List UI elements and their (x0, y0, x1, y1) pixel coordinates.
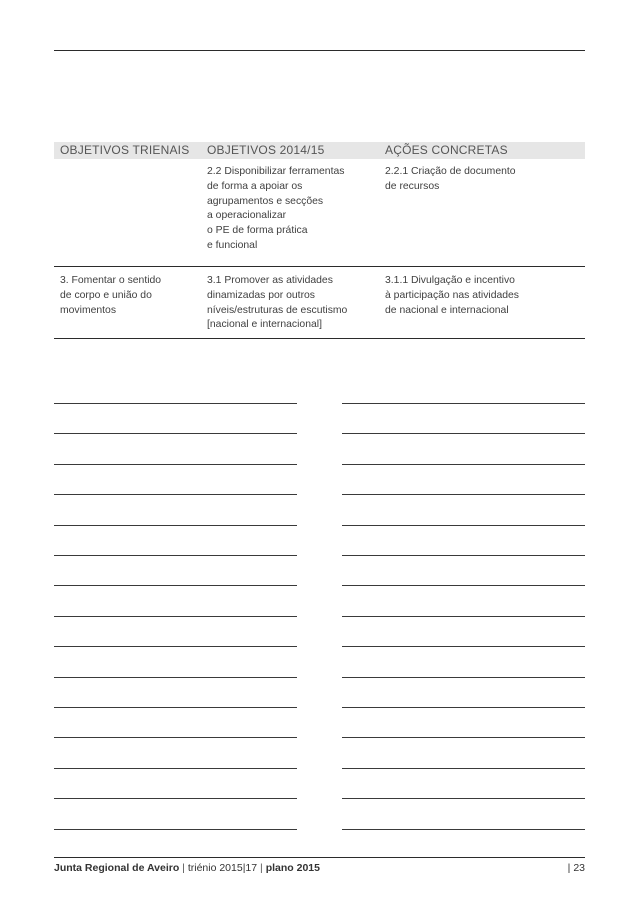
cell-line: de nacional e internacional (385, 304, 509, 316)
note-line (342, 768, 585, 769)
row2-objetivo-trienal (54, 274, 203, 338)
footer-rule (54, 857, 585, 858)
note-line (342, 403, 585, 404)
row2-acao-concreta (380, 274, 585, 338)
header-objetivos-2014-15: OBJETIVOS 2014/15 (207, 143, 325, 157)
objectives-table (54, 142, 585, 339)
cell-line: níveis/estruturas de escutismo (207, 304, 348, 316)
cell-line: à participação nas atividades (385, 289, 520, 301)
footer-period: triénio 2015|17 (187, 862, 258, 874)
cell-line: o PE de forma prática (207, 225, 308, 237)
table-row (54, 159, 585, 267)
table-header (54, 142, 585, 159)
note-line (342, 798, 585, 799)
footer-page-number: | 23 (567, 862, 585, 874)
note-line (342, 737, 585, 738)
note-line (54, 494, 297, 495)
note-line (54, 403, 297, 404)
note-line (342, 677, 585, 678)
note-line (54, 798, 297, 799)
cell-line: agrupamentos e secções (207, 195, 324, 207)
footer-separator: | (260, 862, 263, 874)
cell-line: a operacionalizar (207, 210, 287, 222)
note-line (54, 829, 297, 830)
note-line (54, 433, 297, 434)
note-line (54, 677, 297, 678)
cell-line: de forma a apoiar os (207, 180, 303, 192)
note-line (342, 555, 585, 556)
footer-separator: | (182, 862, 185, 874)
footer-left (54, 862, 320, 874)
table-row (54, 267, 585, 339)
page-footer (54, 862, 585, 874)
cell-line: movimentos (60, 304, 117, 316)
note-line (54, 464, 297, 465)
cell-line: dinamizadas por outros (207, 289, 316, 301)
header-acoes-concretas: AÇÕES CONCRETAS (385, 143, 508, 157)
note-line (342, 646, 585, 647)
note-line (342, 525, 585, 526)
note-line (342, 707, 585, 708)
cell-line: 3. Fomentar o sentido (60, 275, 162, 286)
note-line (342, 616, 585, 617)
cell-line: de recursos (385, 180, 440, 192)
cell-line: [nacional e internacional] (207, 319, 322, 331)
note-line (342, 464, 585, 465)
cell-line: e funcional (207, 239, 258, 251)
row1-objetivo-anual (203, 165, 380, 266)
note-line (54, 707, 297, 708)
footer-plan: plano 2015 (265, 862, 320, 874)
note-line (54, 646, 297, 647)
note-line (342, 494, 585, 495)
note-line (54, 616, 297, 617)
cell-line: de corpo e união do (60, 289, 152, 301)
top-rule (54, 50, 585, 51)
note-line (342, 585, 585, 586)
note-line (342, 433, 585, 434)
note-line (54, 768, 297, 769)
footer-org: Junta Regional de Aveiro (54, 862, 180, 874)
cell-line: 3.1.1 Divulgação e incentivo (385, 275, 515, 286)
note-line (54, 555, 297, 556)
note-line (54, 585, 297, 586)
row1-acao-concreta (380, 165, 585, 266)
cell-line: 2.2 Disponibilizar ferramentas (207, 166, 345, 177)
row1-objetivo-trienal (54, 165, 203, 266)
cell-line: 3.1 Promover as atividades (207, 275, 333, 286)
note-line (342, 829, 585, 830)
note-line (54, 737, 297, 738)
note-line (54, 525, 297, 526)
cell-line: 2.2.1 Criação de documento (385, 166, 516, 177)
header-objetivos-trienais: OBJETIVOS TRIENAIS (60, 143, 190, 157)
row2-objetivo-anual (203, 274, 380, 338)
